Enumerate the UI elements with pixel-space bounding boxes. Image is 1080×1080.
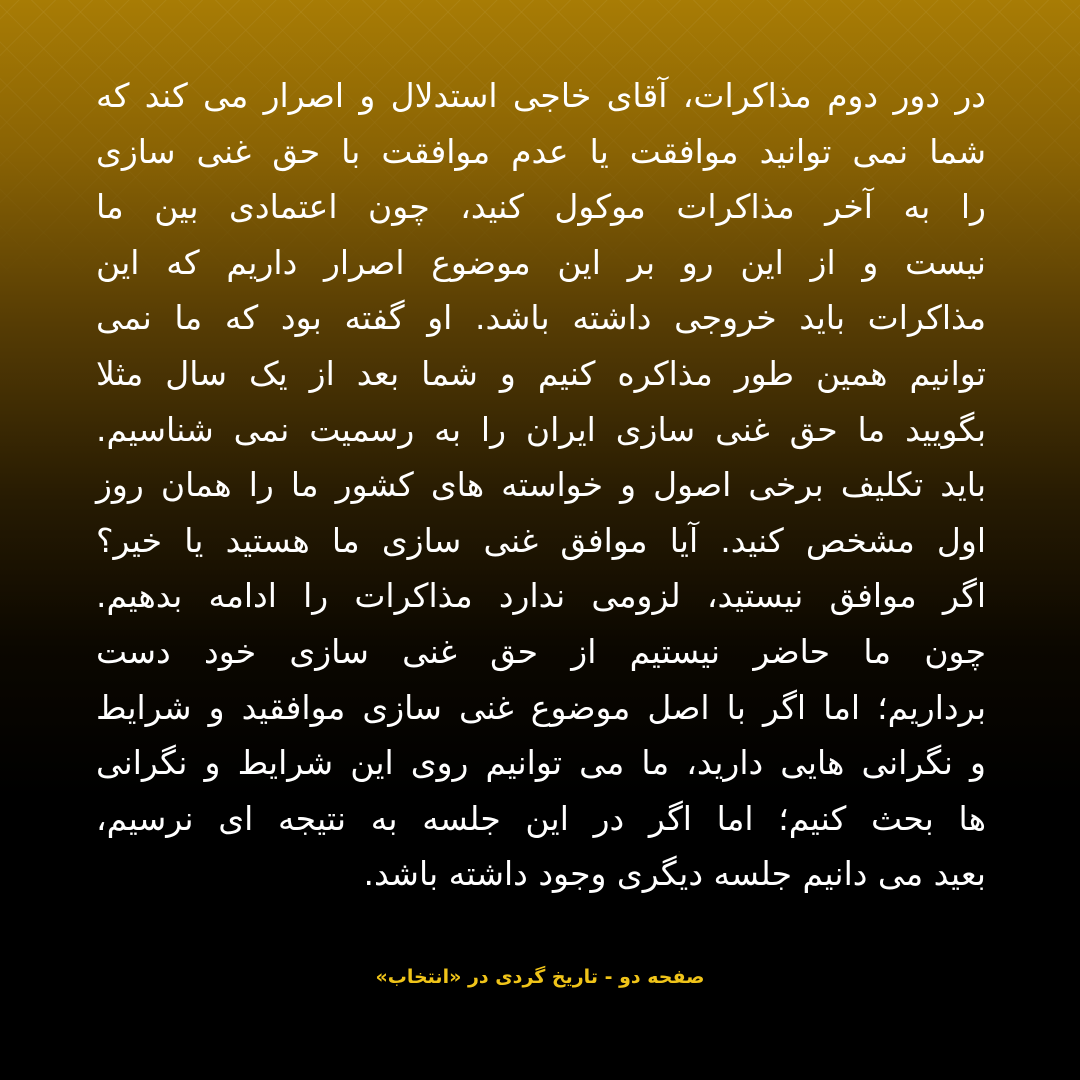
text-line: اگر موافق نیستید، لزومی ندارد مذاکرات را ادامه بدهیم. [96, 576, 986, 616]
article-text [96, 68, 986, 902]
text-line: توانیم همین طور مذاکره کنیم و شما بعد از یک سال مثلا [96, 353, 986, 393]
text-line: ها بحث کنیم؛ اما اگر در این جلسه به نتیجه ای نرسیم، [96, 798, 986, 838]
text-line: بعید می دانیم جلسه دیگری وجود داشته باشد. [363, 854, 986, 894]
text-line: شما نمی توانید موافقت یا عدم موافقت با حق غنی سازی [96, 131, 986, 171]
text-line: بگویید ما حق غنی سازی ایران را به رسمیت نمی شناسیم. [96, 409, 986, 449]
text-line: نیست و از این رو بر این موضوع اصرار داریم که این [96, 242, 986, 282]
footer-caption: صفحه دو - تاریخ گردی در «انتخاب» [375, 966, 705, 988]
text-line: چون ما حاضر نیستیم از حق غنی سازی خود دست [96, 631, 986, 671]
text-line: مذاکرات باید خروجی داشته باشد. او گفته بود که ما نمی [96, 298, 986, 338]
text-line: باید تکلیف برخی اصول و خواسته های کشور ما را همان روز [96, 465, 986, 505]
text-line: برداریم؛ اما اگر با اصل موضوع غنی سازی موافقید و شرایط [96, 687, 986, 727]
text-line: در دور دوم مذاکرات، آقای خاجی استدلال و اصرار می کند که [96, 76, 986, 115]
text-line: را به آخر مذاکرات موکول کنید، چون اعتمادی بین ما [96, 187, 986, 227]
text-line: و نگرانی هایی دارید، ما می توانیم روی این شرایط و نگرانی [96, 743, 986, 783]
text-line: اول مشخص کنید. آیا موافق غنی سازی ما هستید یا خیر؟ [96, 520, 986, 560]
